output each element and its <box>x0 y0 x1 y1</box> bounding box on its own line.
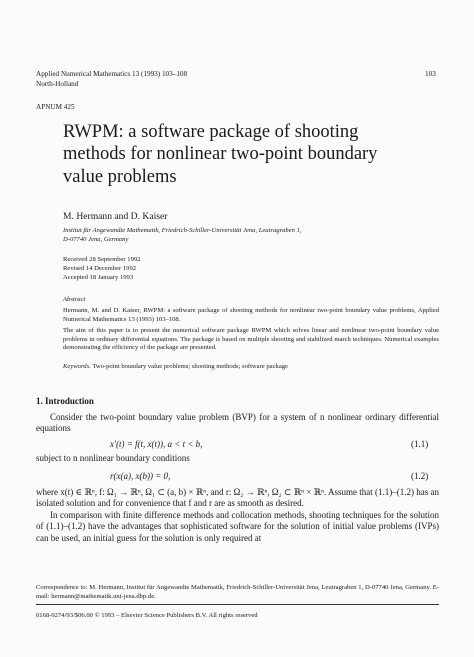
intro-paragraph-3: where x(t) ∈ ℝⁿ, f: Ω₁ → ℝⁿ, Ω₁ ⊂ (a, b) × ℝⁿ, and r: Ω₂ → ℝⁿ, Ω₂ ⊂ ℝⁿ × ℝⁿ. Assume that (1.1)–(1.2) has an isolated solution and for convenience that f and r are as smooth as desired. <box>36 487 439 509</box>
footer-rule <box>36 604 439 605</box>
keywords <box>63 363 439 372</box>
correspondence-note: Correspondence to: M. Hermann, Institut für Angewandte Mathematik, Friedrich-Schiller-Universität Jena, Leutragraben 1, D-07740 Jena, Germany. E-mail: hermann@mathematik.uni-jena.dbp.de. <box>36 584 439 600</box>
equation-2-number: (1.2) <box>411 471 429 481</box>
title-line-1: RWPM: a software package of shooting <box>63 122 359 142</box>
intro-paragraph-2: subject to n nonlinear boundary conditions <box>36 453 190 463</box>
equation-1: x′(t) = f(t, x(t)), a < t < b, <box>110 439 203 449</box>
abstract-heading: Abstract <box>63 296 86 303</box>
keywords-label: Keywords. <box>63 363 91 370</box>
page-number: 103 <box>425 70 436 78</box>
abstract-text: The aim of this paper is to present the numerical software package RWPM which solves linear and nonlinear two-point boundary value problems in ordinary differential equations. The package is based on multiple shooting and stabilized march techniques. Numerical examples demonstrating the efficiency of the package are presented. <box>63 327 439 352</box>
journal-reference: Applied Numerical Mathematics 13 (1993) 103–108 <box>36 70 188 78</box>
date-accepted: Accepted 18 January 1993 <box>63 274 134 281</box>
abstract-citation: Hermann, M. and D. Kaiser, RWPM: a software package of shooting methods for nonlinear two-point boundary value problems, Applied Numerical Mathematics 13 (1993) 103–108. <box>63 307 439 323</box>
title-line-2: methods for nonlinear two-point boundary <box>63 144 378 164</box>
publisher: North-Holland <box>36 80 79 88</box>
date-revised: Revised 14 December 1992 <box>63 265 137 272</box>
equation-2: r(x(a), x(b)) = 0, <box>110 471 171 481</box>
authors: M. Hermann and D. Kaiser <box>63 211 168 222</box>
copyright-line: 0168-9274/93/$06.00 © 1993 – Elsevier Science Publishers B.V. All rights reserved <box>36 612 258 619</box>
title-line-3: value problems <box>63 167 177 187</box>
article-code: APNUM 425 <box>36 103 75 111</box>
date-received: Received 28 September 1992 <box>63 256 141 263</box>
intro-paragraph-4: In comparison with finite difference methods and collocation methods, shooting techniques for the solution of (1.1)–(1.2) have the advantages that sophisticated software for the solution of initial value problems (IVPs) can be used, an initial guess for the solution is only required at <box>36 510 439 543</box>
affiliation-line-1: Institut für Angewandte Mathematik, Friedrich-Schiller-Universität Jena, Leutragraben 1, <box>63 227 302 234</box>
section-heading: 1. Introduction <box>36 396 94 406</box>
equation-1-number: (1.1) <box>411 439 429 449</box>
keywords-text: Two-point boundary value problems; shooting methods; software package <box>92 363 288 370</box>
intro-paragraph-1: Consider the two-point boundary value problem (BVP) for a system of n nonlinear ordinary differential equations <box>36 412 439 434</box>
affiliation-line-2: D-07740 Jena, Germany <box>63 236 129 243</box>
